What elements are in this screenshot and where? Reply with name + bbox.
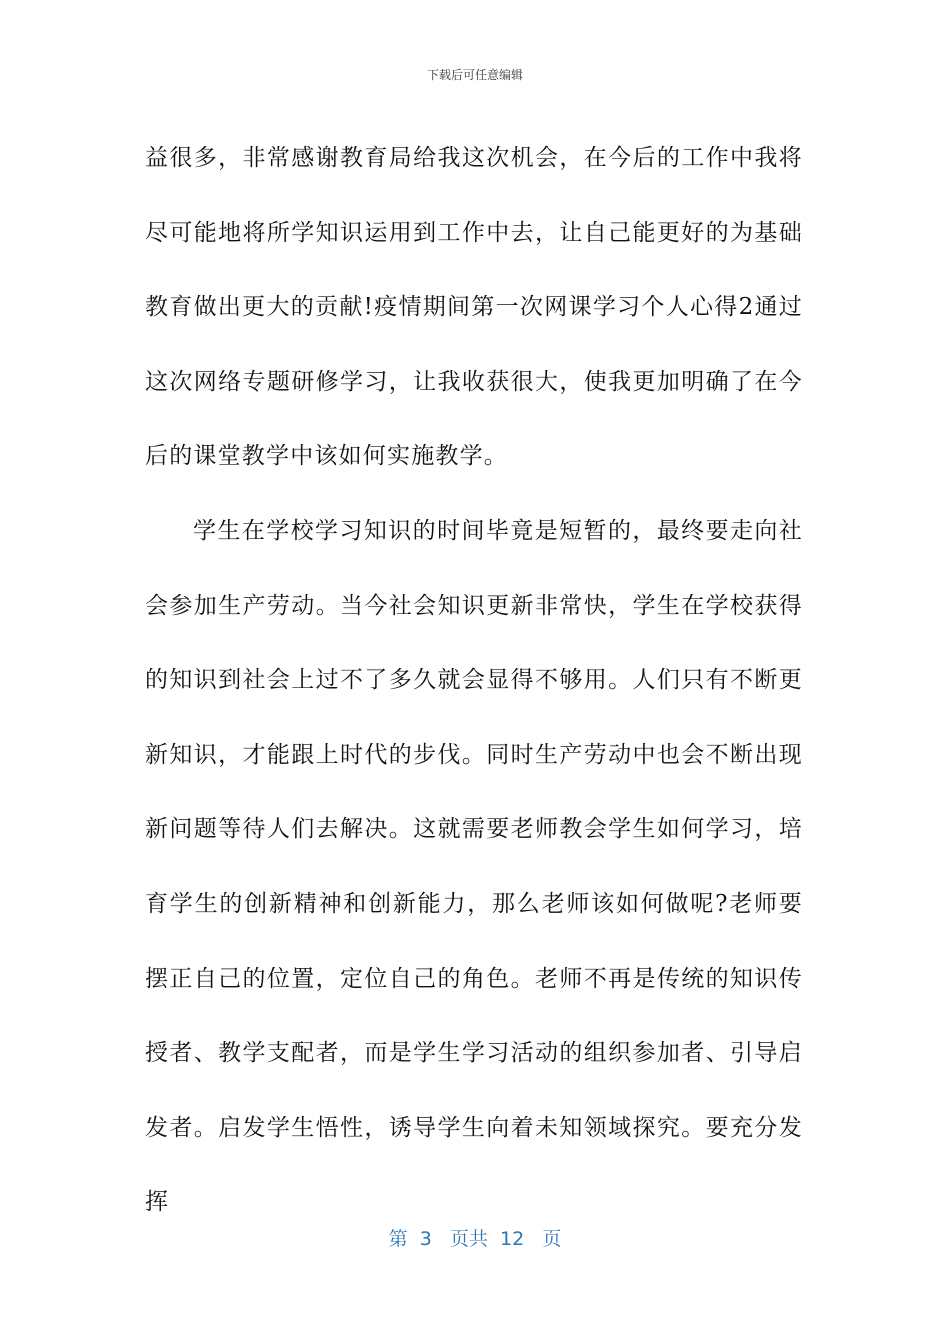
document-body [145, 121, 803, 1240]
page-number-footer: 第 3 页共 12 页 [388, 1228, 562, 1250]
page-header: 下载后可任意编辑 [426, 68, 523, 82]
paragraph-1: 益很多，非常感谢教育局给我这次机会，在今后的工作中我将尽可能地将所学知识运用到工作中去，让自己能更好的为基础教育做出更大的贡献!疫情期间第一次网课学习个人心得2通过这次网络专题研修学习，让我收获很大，使我更加明确了在今后的课堂教学中该如何实施教学。 [145, 145, 803, 470]
paragraph-2: 学生在学校学习知识的时间毕竟是短暂的，最终要走向社会参加生产劳动。当今社会知识更新非常快，学生在学校获得的知识到社会上过不了多久就会显得不够用。人们只有不断更新知识，才能跟上时代的步伐。同时生产劳动中也会不断出现新问题等待人们去解决。这就需要老师教会学生如何学习，培育学生的创新精神和创新能力，那么老师该如何做呢?老师要摆正自己的位置，定位自己的角色。老师不再是传统的知识传授者、教学支配者，而是学生学习活动的组织参加者、引导启发者。启发学生悟性，诱导学生向着未知领域探究。要充分发挥 [145, 517, 803, 1216]
